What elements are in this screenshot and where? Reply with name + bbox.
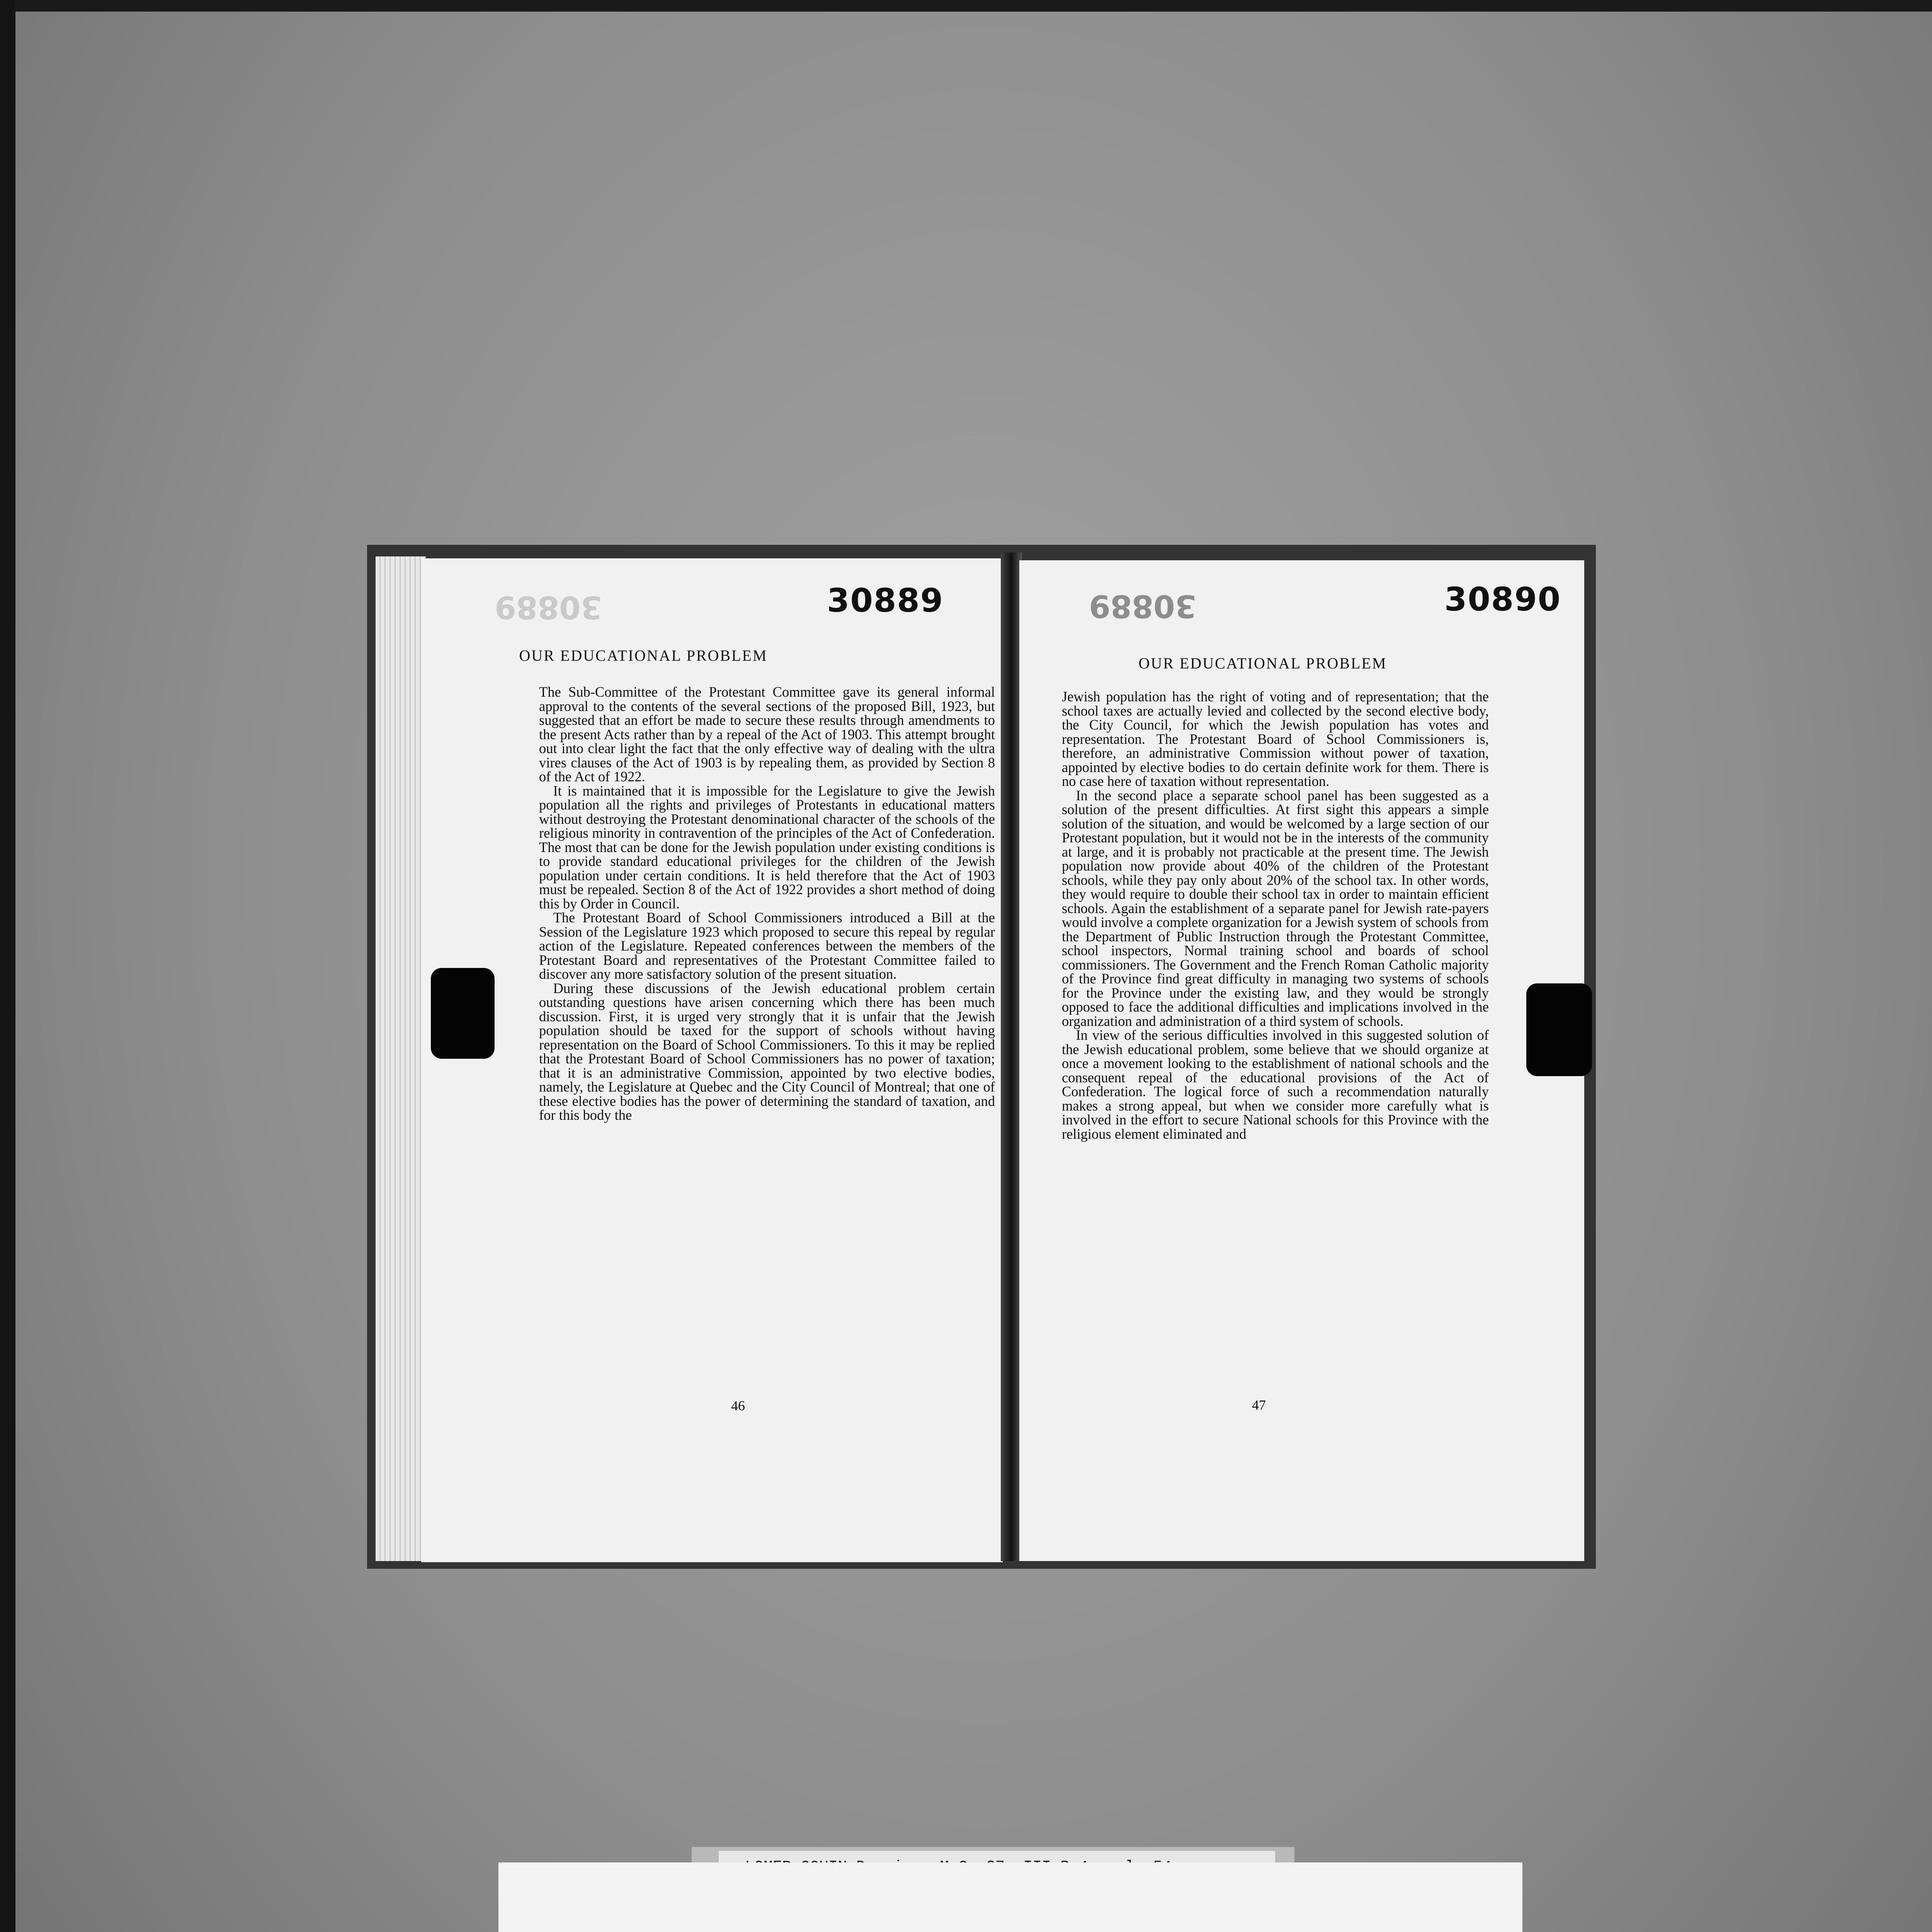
- archive-card: [498, 1862, 1522, 1932]
- paragraph: Jewish population has the right of voting and of representation; that the school taxes are actually levied and collected by the second elective body, the City Council, for which the Jewish population has votes and representation. The Protestant Board of School Commissioners is, therefore, an administrative Commission without power of taxation, appointed by elective bodies to do certain definite work for them. There is no case here of taxation without representation.: [1062, 689, 1489, 789]
- book-gutter: [1001, 553, 1022, 1561]
- archive-stamp-number: 30889: [827, 582, 944, 619]
- right-page: [1019, 560, 1584, 1561]
- running-head: OUR EDUCATIONAL PROBLEM: [1138, 655, 1387, 672]
- paragraph: The Sub-Committee of the Protestant Committee gave its general informal approval to the contents of the several sections of the proposed Bill, 1923, but suggested that an effort be made to secure these results through amendments to the present Acts rather than by a repeal of the Act of 1903. This attempt brought out into clear light the fact that the only effective way of dealing with the ultra vires clauses of the Act of 1903 is by repealing them, as provided by Section 8 of the Act of 1922.: [539, 684, 995, 784]
- paragraph: It is maintained that it is impossible for the Legislature to give the Jewish population all the rights and privileges of Protestants in educational matters without destroying the Protestant denominational character of the schools of the religious minority in contravention of the principles of the Act of Confederation. The most that can be done for the Jewish population under existing conditions is to provide standard educational privileges for the children of the Jewish population under certain conditions. It is held therefore that the Act of 1903 must be repealed. Section 8 of the Act of 1922 provides a short method of doing this by Order in Council.: [539, 782, 995, 912]
- page-body-text: [539, 685, 995, 1122]
- page-number: 47: [1252, 1397, 1266, 1413]
- archive-stamp-number: 30890: [1444, 580, 1561, 618]
- page-edges: [376, 556, 426, 1561]
- bleed-through-number: 30889: [1089, 588, 1197, 624]
- film-edge-left: [0, 0, 15, 1932]
- page-body-text: [1062, 690, 1489, 1141]
- page-clip-left: [431, 968, 495, 1059]
- running-head: OUR EDUCATIONAL PROBLEM: [519, 647, 768, 664]
- bleed-through-number: 30889: [495, 589, 602, 625]
- paragraph: In the second place a separate school panel has been suggested as a solution of the present difficulties. At first sight this appears a simple solution of the situation, and would be welcomed by a large section of our Protestant population, but it would not be in the interests of the community at large, and it is probably not practicable at the present time. The Jewish population now provide about 40% of the children of the Protestant schools, while they pay only about 20% of the school tax. In other words, they would require to double their school tax in order to maintain efficient schools. Again the establishment of a separate panel for Jewish rate-payers would involve a complete organization for a Jewish system of schools from the Department of Public Instruction through the Protestant Committee, school inspectors, Normal training school and boards of school commissioners. The Government and the French Roman Catholic majority of the Province find great difficulty in managing two systems of schools for the Province under the existing law, and they would be strongly opposed to face the additional difficulties and implications involved in the organization and administration of a third system of schools.: [1062, 787, 1489, 1029]
- page-number: 46: [731, 1398, 745, 1413]
- paragraph: In view of the serious difficulties involved in this suggested solution of the Jewish educational problem, some believe that we should organize at once a movement looking to the establishment of national schools and the consequent repeal of the educational provisions of the Act of Confederation. The logical force of such a recommendation naturally makes a strong appeal, but when we consider more carefully what is involved in the effort to secure National schools for this Province with the religious element eliminated and: [1062, 1027, 1489, 1142]
- page-clip-right: [1526, 983, 1592, 1076]
- left-page: [421, 558, 1003, 1562]
- paragraph: During these discussions of the Jewish educational problem certain outstanding questions have arisen concerning which there has been much discussion. First, it is urged very strongly that it is unfair that the Jewish population should be taxed for the support of schools without having representation on the Board of School Commissioners. To this it may be replied that the Protestant Board of School Commissioners has no power of taxation; that it is an administrative Commission, appointed by two elective bodies, namely, the Legislature at Quebec and the City Council of Montreal; that one of these elective bodies has the power of determining the standard of taxation, and for this body the: [539, 980, 995, 1123]
- paragraph: The Protestant Board of School Commissioners introduced a Bill at the Session of the Legislature 1923 which proposed to secure this repeal by regular action of the Legislature. Repeated conferences between the members of the Protestant Board and representatives of the Protestant Committee failed to discover any more satisfactory solution of the present situation.: [539, 910, 995, 982]
- film-edge-top: [0, 0, 1932, 12]
